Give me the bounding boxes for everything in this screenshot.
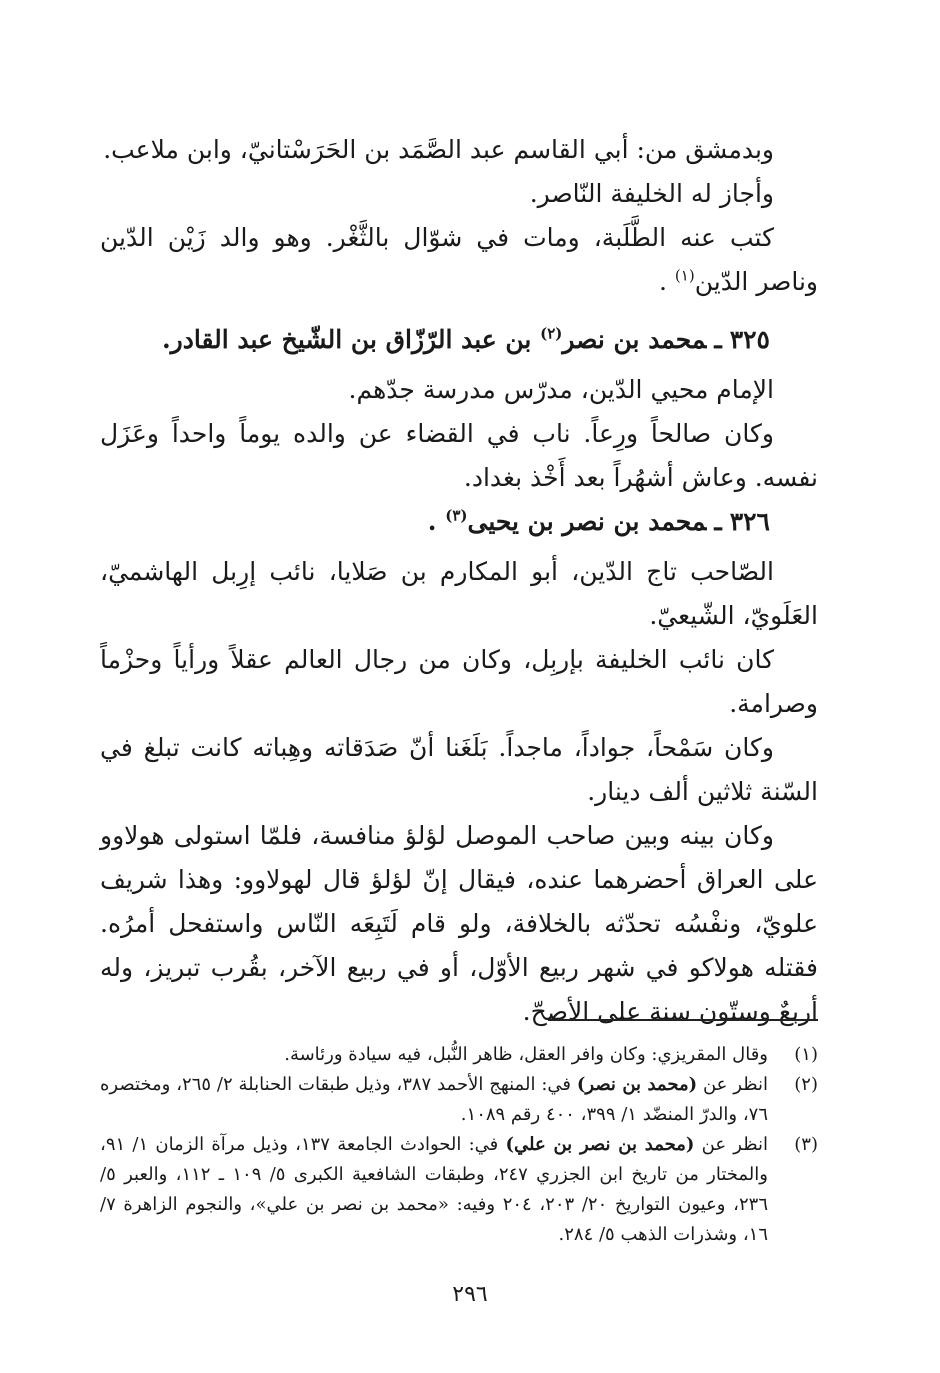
footnote-body: في: الحوادث الجامعة ١٣٧، وذيل مرآة الزمان ١/ ٩١، والمختار من تاريخ ابن الجزري ٢٤٧، وطبقات الشافعية الكبرى ٥/ ١٠٩ ـ ١١٢، والعبر ٥/ ٢٣٦، وعيون التواريخ ٢٠/ ٢٠٣، ٢٠٤ وفيه: «محمد بن نصر بن علي»، والنجوم الزاهرة ٧/ ١٦، وشذرات الذهب ٥/ ٢٨٤. xyxy=(100,1134,768,1245)
paragraph: وكان صالحاً ورِعاً. ناب في القضاء عن والده يوماً واحداً وعَزَل نفسه. وعاش أشهُراً بعد أَخْذ بغداد. xyxy=(100,419,818,492)
footnote-2 xyxy=(100,1070,818,1130)
footnote-prefix: انظر عن xyxy=(701,1134,768,1155)
entry-number: ٣٢٦ xyxy=(729,507,770,536)
paragraph: وكان بينه وبين صاحب الموصل لؤلؤ منافسة، فلمّا استولى هولاوو على العراق أحضرهما عنده، فيقال إنّ لؤلؤ قال لهولاوو: وهذا شريف علويّ، ونفْسُه تحدّثه بالخلافة، ولو قام لَتَبِعَه النّاس واستفحل أمرُه. فقتله هولاكو في شهر ربيع الأوّل، أو في ربيع الآخر، بقُرب تبريز، وله أربعٌ وستّون سنة على الأصحّ. xyxy=(100,821,818,1026)
entry-325 xyxy=(100,318,818,500)
footnote-body: في: المنهج الأحمد ٣٨٧، وذيل طبقات الحنابلة ٢/ ٢٦٥، ومختصره ٧٦، والدرّ المنضّد ١/ ٣٩٩، ٤٠٠ رقم ١٠٨٩. xyxy=(100,1074,768,1125)
paragraph-text: كتب عنه الطَّلَبة، ومات في شوّال بالثَّغْر. وهو والد زَيْن الدّين وناصر الدّين xyxy=(100,223,818,296)
entry-heading xyxy=(100,318,818,362)
paragraph: وبدمشق من: أبي القاسم عبد الصَّمَد بن الحَرَسْتانيّ، وابن ملاعب. xyxy=(103,135,774,164)
paragraph-end: . xyxy=(659,267,667,296)
entry-name: محمد بن نصر بن يحيى xyxy=(467,507,707,536)
footnote-subject: (محمد بن نصر) xyxy=(576,1074,698,1095)
footnote-ref-1[interactable]: (١) xyxy=(674,266,695,285)
continuation-text xyxy=(100,128,818,304)
footnote-number: (٣) xyxy=(794,1134,818,1155)
page-number: ٢٩٦ xyxy=(452,1282,488,1307)
footnote-subject: (محمد بن نصر بن علي) xyxy=(505,1134,695,1155)
footnote-ref-3[interactable]: (٣) xyxy=(445,506,468,525)
footnote-divider xyxy=(548,1019,818,1021)
entry-name-end: . xyxy=(427,507,437,536)
paragraph: وكان سَمْحاً، جواداً، ماجداً. بَلَغَنا أنّ صَدَقاته وهِباته كانت تبلغ في السّنة ثلاثين ألف دينار. xyxy=(100,733,818,806)
paragraph: الإمام محيي الدّين، مدرّس مدرسة جدّهم. xyxy=(348,375,774,404)
footnote-number: (١) xyxy=(794,1044,818,1065)
footnote-number: (٢) xyxy=(794,1074,818,1095)
entry-number: ٣٢٥ xyxy=(729,325,770,354)
paragraph: الصّاحب تاج الدّين، أبو المكارم بن صَلايا، نائب إرِبل الهاشميّ، العَلَويّ، الشّيعيّ. xyxy=(100,557,818,630)
entry-dash: ـ xyxy=(714,325,722,354)
footnote-3 xyxy=(100,1130,818,1250)
footnote-ref-2[interactable]: (٢) xyxy=(540,324,563,343)
footnotes xyxy=(100,1040,818,1250)
footnote-text xyxy=(100,1070,768,1130)
entry-dash: ـ xyxy=(714,507,722,536)
footnote-1 xyxy=(100,1040,818,1070)
footnote-text: وقال المقريزي: وكان وافر العقل، ظاهر النُّبل، فيه سيادة ورئاسة. xyxy=(284,1044,768,1065)
paragraph: كان نائب الخليفة بإربِل، وكان من رجال العالم عقلاً ورأياً وحزْماً وصرامة. xyxy=(100,645,818,718)
paragraph: وأجاز له الخليفة النّاصر. xyxy=(529,179,774,208)
footnote-prefix: انظر عن xyxy=(702,1074,768,1095)
paragraph xyxy=(100,216,818,304)
entry-heading xyxy=(100,500,818,544)
entry-name: محمد بن نصر xyxy=(562,325,707,354)
entry-name-cont: بن عبد الرّزّاق بن الشّيخ عبد القادر. xyxy=(161,325,532,354)
footnote-text xyxy=(100,1130,768,1250)
entry-326 xyxy=(100,500,818,1034)
